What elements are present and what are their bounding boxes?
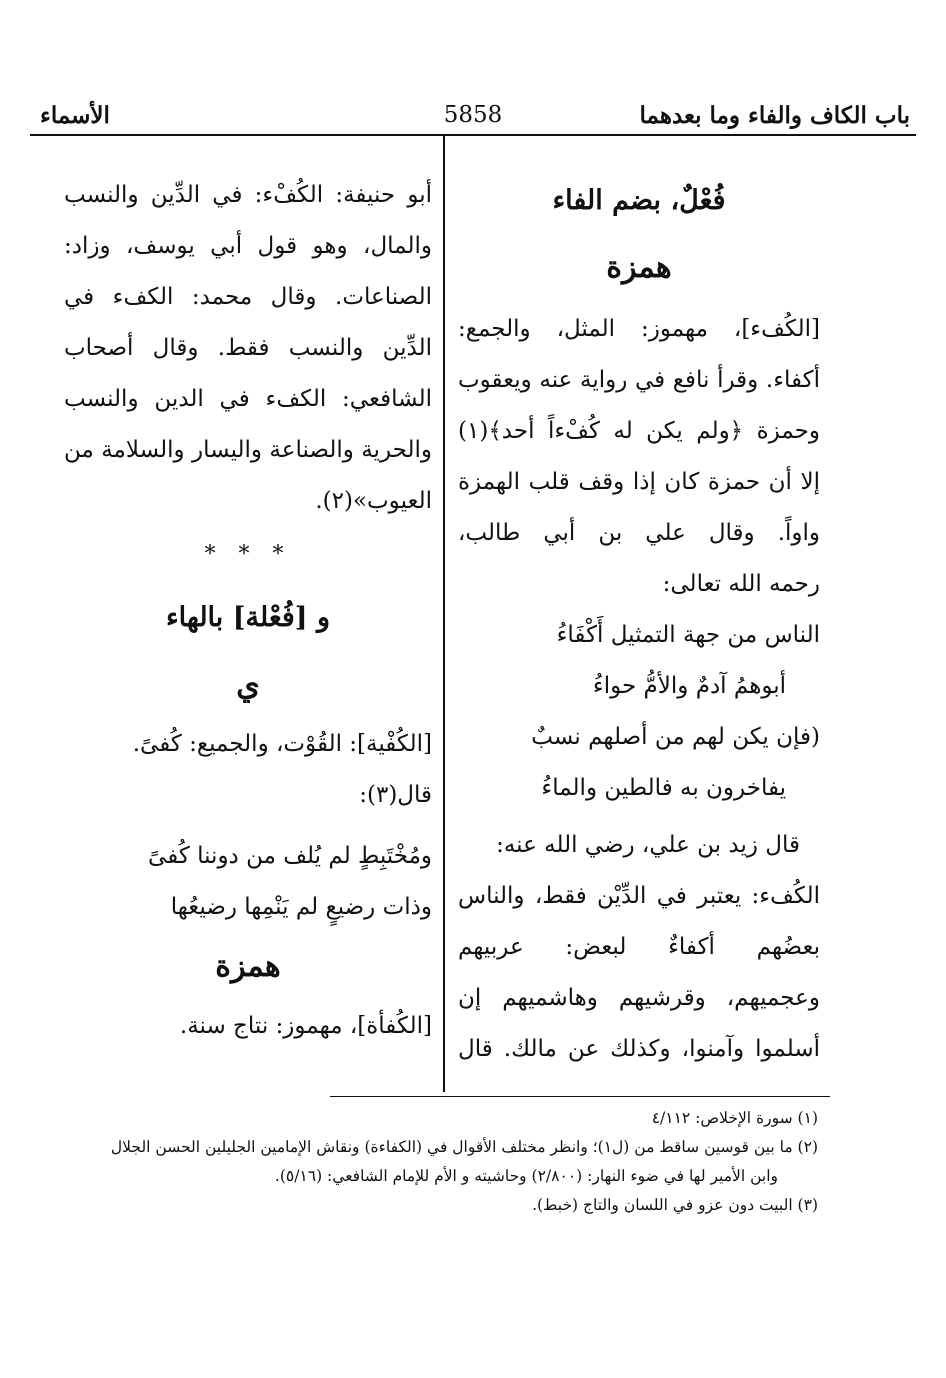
- column-divider: [443, 136, 445, 1092]
- text-line: العيوب»(٢).: [315, 488, 432, 514]
- text-line: والحرية والصناعة واليسار والسلامة من: [64, 437, 432, 463]
- footnote-continuation: وابن الأمير لها في ضوء النهار: (٢/٨٠٠) وحاشيته و الأم للإمام الشافعي: (٥/١٦).: [274, 1167, 778, 1185]
- section-heading: فُعْلٌ، بضم الفاء: [552, 185, 726, 216]
- running-title: باب الكاف والفاء وما بعدهما: [639, 102, 910, 129]
- section-heading: و [فُعْلة] بالهاء: [165, 602, 331, 633]
- text-line: والمال، وهو قول أبي يوسف، وزاد:: [64, 233, 432, 259]
- text-line: الشافعي: الكفء في الدين والنسب: [64, 386, 432, 412]
- verse-line: وذات رضيعٍ لم يَنْمِها رضيعُها: [170, 894, 432, 920]
- text-line: أبو حنيفة: الكُفْء: في الدِّين والنسب: [64, 182, 432, 208]
- right-column: [458, 170, 820, 1075]
- verse-line: الناس من جهة التمثيل أَكْفَاءُ: [556, 622, 820, 648]
- footnote: (١) سورة الإخلاص: ٤/١١٢: [651, 1109, 818, 1127]
- text-line: الصناعات. وقال محمد: الكفء في: [64, 284, 432, 310]
- verse-line: (فإن يكن لهم من أصلهم نسبٌ: [531, 724, 820, 750]
- left-column: [64, 170, 432, 1052]
- text-line: [الكُفأة]، مهموز: نتاج سنة.: [179, 1013, 432, 1039]
- text-line: وعجميهم، وقرشيهم وهاشميهم إن: [458, 985, 820, 1011]
- text-line: واواً. وقال علي بن أبي طالب،: [458, 520, 820, 546]
- footnote-rule: [330, 1096, 830, 1097]
- subsection-heading: همزة: [215, 949, 281, 984]
- text-line: بعضُهم أكفاءٌ لبعض: عربيهم: [458, 934, 820, 960]
- footnote: (٢) ما بين قوسين ساقط من (ل١)؛ وانظر مختلف الأقوال في (الكفاءة) ونقاش الإمامين الجليلين الحسن الجلال: [110, 1138, 818, 1156]
- text-line: أكفاء. وقرأ نافع في رواية عنه ويعقوب: [458, 367, 820, 393]
- footnotes: [40, 1104, 818, 1220]
- text-line: [الكُفء]، مهموز: المثل، والجمع:: [458, 316, 820, 342]
- text-line: أسلموا وآمنوا، وكذلك عن مالك. قال: [458, 1036, 820, 1062]
- text-line: الدِّين والنسب فقط. وقال أصحاب: [64, 335, 432, 361]
- section-label: الأسماء: [40, 102, 110, 129]
- text-line: الكُفء: يعتبر في الدِّيْن فقط، والناس: [458, 883, 820, 909]
- footnote: (٣) البيت دون عزو في اللسان والتاج (خبط).: [532, 1196, 818, 1214]
- verse-line: ومُخْتَبِطٍ لم يُلف من دوننا كُفىً: [148, 843, 432, 869]
- text-line: وحمزة ﴿ولم يكن له كُفْءاً أحد﴾(١): [458, 418, 820, 444]
- verse-line: أبوهمُ آدمٌ والأمُّ حواءُ: [592, 673, 786, 699]
- subsection-heading: همزة: [606, 250, 672, 285]
- page-header: [30, 100, 916, 136]
- text-line: [الكُفْية]: القُوْت، والجميع: كُفىً.: [132, 731, 432, 757]
- section-separator: * * *: [204, 542, 292, 567]
- text-line: قال زيد بن علي، رضي الله عنه:: [496, 832, 800, 858]
- page-number: 5858: [443, 102, 503, 128]
- letter-heading: ي: [236, 668, 260, 703]
- verse-line: يفاخرون به فالطين والماءُ: [541, 775, 786, 801]
- text-line: قال(٣):: [359, 782, 432, 808]
- text-line: إلا أن حمزة كان إذا وقف قلب الهمزة: [458, 469, 820, 495]
- text-line: رحمه الله تعالى:: [662, 571, 820, 597]
